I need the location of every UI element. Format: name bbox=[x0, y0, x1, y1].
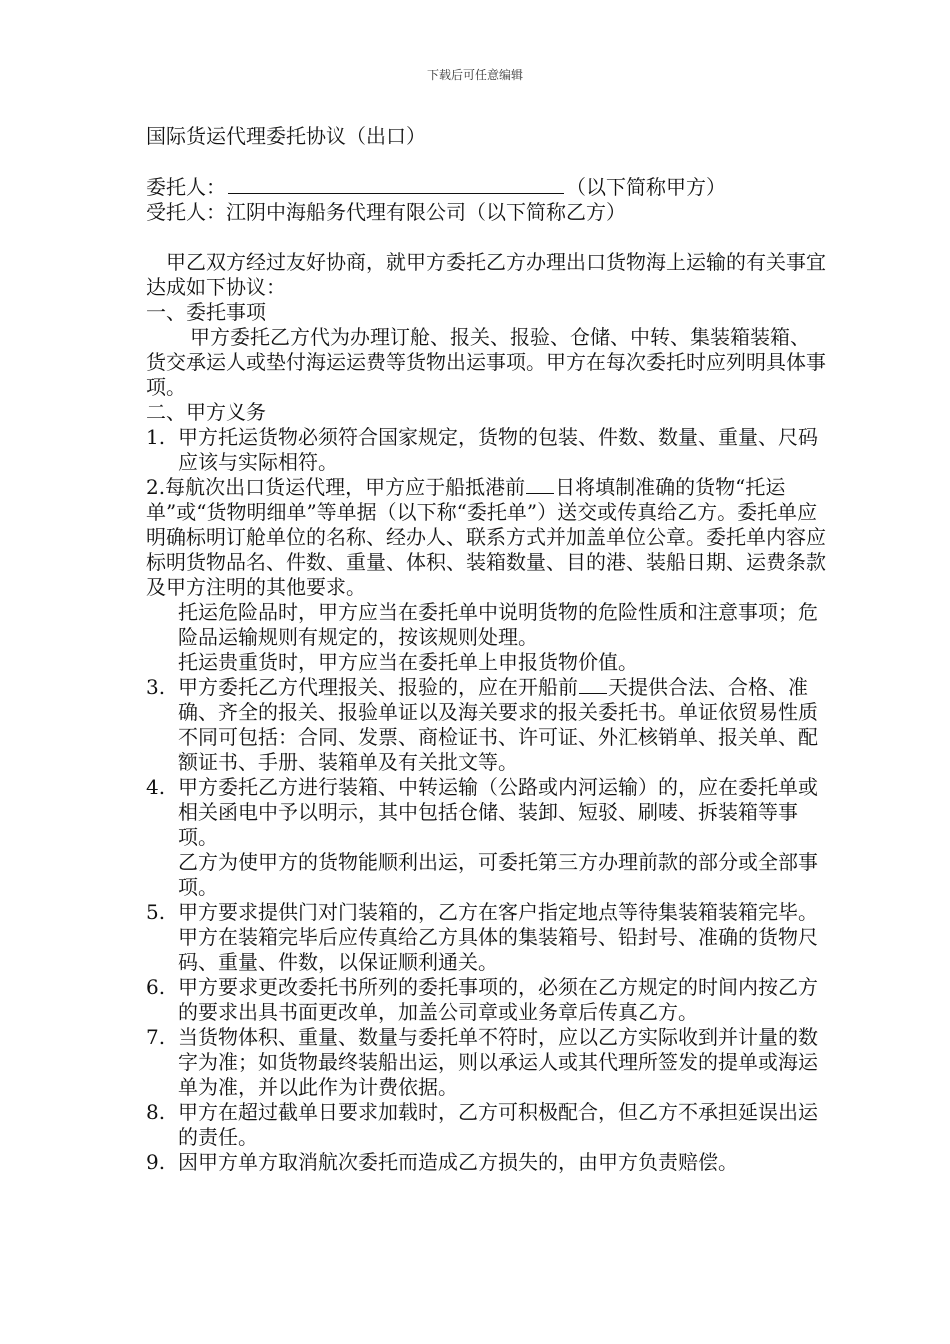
page-header: 下载后可任意编辑 bbox=[426, 68, 523, 82]
dangerous-goods-note: 托运危险品时，甲方应当在委托单中说明货物的危险性质和注意事项；危险品运输规则有规定的，按该规则处理。 bbox=[178, 600, 818, 649]
days-blank-field[interactable] bbox=[526, 475, 554, 494]
section1-body-text: 甲方委托乙方代为办理订舱、报关、报验、仓储、中转、集装箱装箱、货交承运人或垫付海运运费等货物出运事项。甲方在每次委托时应列明具体事项。 bbox=[146, 325, 826, 399]
agent-line: 受托人：江阴中海船务代理有限公司（以下简称乙方） bbox=[146, 200, 626, 224]
valuable-goods-note: 托运贵重货时，甲方应当在委托单上申报货物价值。 bbox=[178, 650, 638, 674]
item-number: 8. bbox=[146, 1100, 166, 1124]
obligation-item-1 bbox=[146, 425, 826, 475]
item-number: 6. bbox=[146, 975, 166, 999]
item-note: 乙方为使甲方的货物能顺利出运，可委托第三方办理前款的部分或全部事项。 bbox=[178, 850, 818, 899]
principal-line bbox=[146, 175, 826, 200]
obligation-item-7 bbox=[146, 1025, 826, 1100]
intro-paragraph: 甲乙双方经过友好协商，就甲方委托乙方办理出口货物海上运输的有关事宜达成如下协议： bbox=[146, 250, 826, 299]
item-text-b: 日将填制准确的货物“托运单”或“货物明细单”等单据（以下称“委托单”）送交或传真给乙方。委托单应明确标明订舱单位的名称、经办人、联系方式并加盖单位公章。委托单内容应标明货物品名、件数、重量、体积、装箱数量、目的港、装船日期、运费条款及甲方注明的其他要求。 bbox=[146, 475, 826, 599]
obligation-item-6 bbox=[146, 975, 826, 1025]
item-number: 1. bbox=[146, 425, 166, 449]
obligation-item-5 bbox=[146, 900, 826, 975]
item-number: 4. bbox=[146, 775, 166, 799]
principal-blank-field[interactable] bbox=[228, 175, 564, 194]
item-text-a: 甲方委托乙方代理报关、报验的，应在开船前 bbox=[178, 675, 578, 699]
obligation-item-3 bbox=[146, 675, 826, 775]
item-text-b: 天提供合法、合格、准确、齐全的报关、报验单证以及海关要求的报关委托书。单证依贸易性质不同可包括：合同、发票、商检证书、许可证、外汇核销单、报关单、配额证书、手册、装箱单及有关批文等。 bbox=[178, 675, 818, 774]
obligation-item-8 bbox=[146, 1100, 826, 1150]
obligation-item-9 bbox=[146, 1150, 826, 1175]
item-text: 甲方委托乙方进行装箱、中转运输（公路或内河运输）的，应在委托单或相关函电中予以明示，其中包括仓储、装卸、短驳、刷唛、拆装箱等事项。 bbox=[178, 775, 818, 849]
principal-label: 委托人： bbox=[146, 175, 226, 199]
item-text-a: 每航次出口货运代理，甲方应于船抵港前 bbox=[165, 475, 526, 499]
item-text: 甲方要求提供门对门装箱的，乙方在客户指定地点等待集装箱装箱完毕。甲方在装箱完毕后应传真给乙方具体的集装箱号、铅封号、准确的货物尺码、重量、件数，以保证顺利通关。 bbox=[178, 900, 818, 974]
item-number: 9. bbox=[146, 1150, 166, 1174]
item-text: 因甲方单方取消航次委托而造成乙方损失的，由甲方负责赔偿。 bbox=[178, 1150, 738, 1174]
obligation-item-4 bbox=[146, 775, 826, 900]
principal-suffix: （以下简称甲方） bbox=[566, 175, 726, 199]
document-body bbox=[146, 124, 826, 1175]
item-text: 甲方在超过截单日要求加载时，乙方可积极配合，但乙方不承担延误出运的责任。 bbox=[178, 1100, 818, 1149]
item-text: 甲方托运货物必须符合国家规定，货物的包装、件数、数量、重量、尺码应该与实际相符。 bbox=[178, 425, 818, 474]
section2-heading: 二、甲方义务 bbox=[146, 400, 266, 424]
item-number: 7. bbox=[146, 1025, 166, 1049]
document-title: 国际货运代理委托协议（出口） bbox=[146, 124, 426, 148]
item-text: 当货物体积、重量、数量与委托单不符时，应以乙方实际收到并计量的数字为准；如货物最终装船出运，则以承运人或其代理所签发的提单或海运单为准，并以此作为计费依据。 bbox=[178, 1025, 818, 1099]
section1-body bbox=[146, 325, 826, 400]
days-blank-field[interactable] bbox=[579, 675, 607, 694]
section1-heading: 一、委托事项 bbox=[146, 300, 266, 324]
item-number: 5. bbox=[146, 900, 166, 924]
item-text: 甲方要求更改委托书所列的委托事项的，必须在乙方规定的时间内按乙方的要求出具书面更改单，加盖公司章或业务章后传真乙方。 bbox=[178, 975, 818, 1024]
obligation-item-2 bbox=[146, 475, 826, 600]
item-number: 3. bbox=[146, 675, 166, 699]
item-number: 2. bbox=[146, 475, 166, 499]
